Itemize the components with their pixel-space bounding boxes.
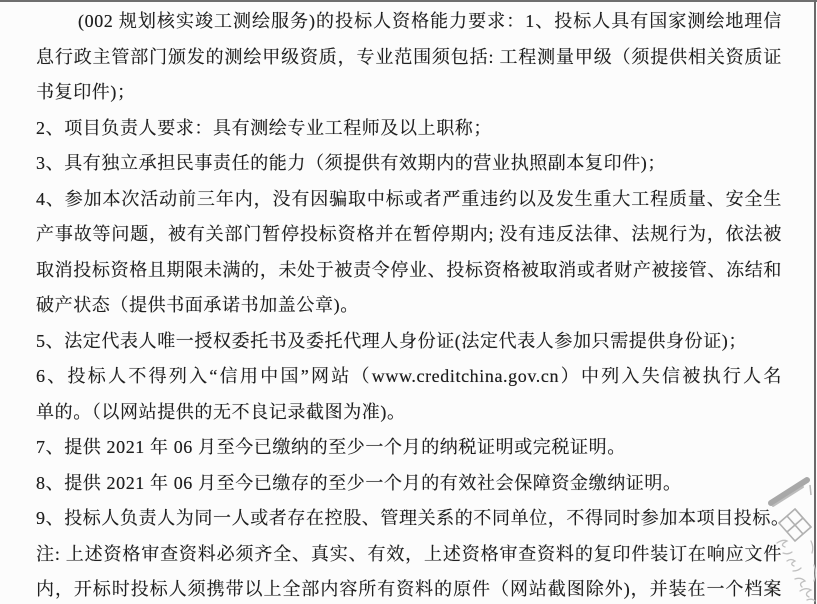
text-line: (002 规划核实竣工测绘服务)的投标人资格能力要求：1、投标人具有国家测绘地理信: [78, 11, 782, 31]
text-line: 内，开标时投标人须携带以上全部内容所有资料的原件（网站截图除外)，并装在一个档案: [36, 579, 782, 599]
text-line: 注: 上述资格审查资料必须齐全、真实、有效，上述资格审查资料的复印件装订在响应文件: [36, 543, 782, 564]
text-line: 产事故等问题，被有关部门暂停投标资格并在暂停期内; 没有违反法律、法规行为，依法被: [36, 224, 782, 244]
text-line: 5、法定代表人唯一授权委托书及委托代理人身份证(法定代表人参加只需提供身份证)；: [36, 330, 747, 351]
text-line: 9、投标人负责人为同一人或者存在控股、管理关系的不同单位，不得同时参加本项目投标。: [36, 508, 790, 528]
text-line: 7、提供 2021 年 06 月至今已缴纳的至少一个月的纳税证明或完税证明。: [36, 437, 626, 457]
text-line: 2、项目负责人要求：具有测绘专业工程师及以上职称；: [36, 117, 492, 138]
document-text-block: [36, 4, 790, 604]
scan-right-edge: [814, 0, 816, 604]
scan-top-edge: [0, 0, 817, 2]
text-line: 3、具有独立承担民事责任的能力（须提供有效期内的营业执照副本复印件)；: [36, 153, 666, 173]
text-line: 4、参加本次活动前三年内，没有因骗取中标或者严重违约以及发生重大工程质量、安全生: [36, 188, 782, 209]
text-line: 6、投标人不得列入“信用中国”网站（www.creditchina.gov.cn）中列入失信被执行人名: [36, 366, 782, 386]
text-line: 书复印件)；: [36, 82, 136, 102]
text-line: 取消投标资格且期限未满的，未处于被责令停业、投标资格被取消或者财产被接管、冻结和: [36, 259, 782, 280]
text-line: 息行政主管部门颁发的测绘甲级资质，专业范围须包括: 工程测量甲级（须提供相关资质证: [36, 46, 782, 67]
text-line: 8、提供 2021 年 06 月至今已缴存的至少一个月的有效社会保障资金缴纳证明。: [36, 472, 682, 493]
text-line: 单的。（以网站提供的无不良记录截图为准)。: [36, 401, 406, 422]
text-line: 破产状态（提供书面承诺书加盖公章)。: [36, 295, 359, 315]
